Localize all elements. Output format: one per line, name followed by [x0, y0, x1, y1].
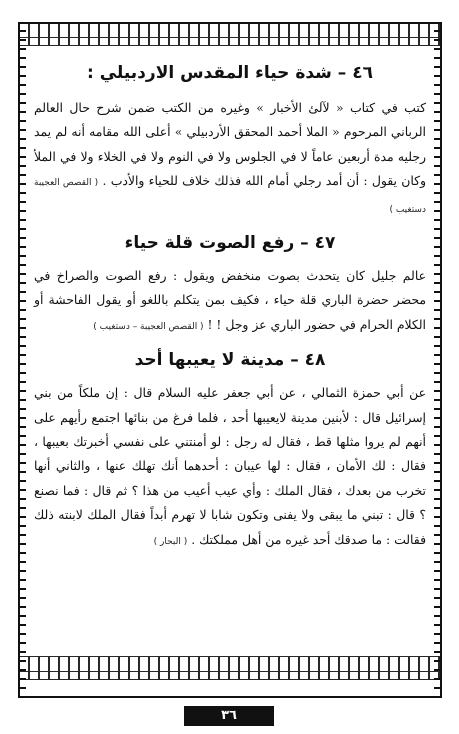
- section-source-47: ( القصص العجيبة – دستغيب ): [93, 321, 204, 332]
- section-title-46: ٤٦ – شدة حياء المقدس الاردبيلي :: [87, 63, 373, 83]
- section-body-48: [34, 381, 426, 554]
- page-number: ٣٦: [184, 706, 274, 726]
- border-right-ornament: [434, 22, 442, 698]
- border-top-ornament: [18, 22, 442, 46]
- section-body-47: [34, 264, 426, 339]
- section-text-46: كتب في كتاب « لآلئ الأخبار » وغيره من الكتب ضمن شرح حال العالم الرباني المرحوم « الملا أحمد المحقق الأردبيلي » أعلى الله مقامه أنه لم يمد رجليه مدة أربعين عاماً لا في الجلوس ولا في النوم ولا في الخلاء ولا في الملأ وكان يقول : أن أمد رجلي أمام الله فذلك خلاف للحياء والأدب .: [34, 100, 426, 189]
- section-title-47: ٤٧ – رفع الصوت قلة حياء: [124, 233, 336, 254]
- border-left-ornament: [18, 22, 26, 698]
- section-source-48: ( البحار ): [153, 536, 188, 547]
- section-text-48: عن أبي حمزة الثمالي ، عن أبي جعفر عليه السلام قال : إن ملكاً من بني إسرائيل قال : لأبنين مدينة لايعيبها أحد ، فلما فرغ من بنائها اجتمع رأيهم على أنهم لم يروا مثلها قط ، فقال له رجل : لو أمنتني على نفسي أخبرتك بعيبها ، فقال : لك الأمان ، فقال : لها عيبان : أحدهما أنك تهلك عنها ، والثاني أنها تخرب من بعدك ، فقال الملك : وأي عيب أعيب من هذا ؟ ثم قال : فما نصنع ؟ قال : تبني ما يبقى ولا يفنى وتكون شابا لا تهرم أبداً فقال الملك لابنته ذلك فقالت : ما صدقك أحد غيره من أهل مملكتك .: [34, 385, 426, 547]
- section-body-46: [34, 96, 426, 222]
- border-bottom-ornament: [18, 656, 442, 680]
- section-title-48: ٤٨ – مدينة لا يعيبها أحد: [134, 350, 326, 371]
- section-source-46: ( القصص العجيبة دستغيب ): [34, 178, 426, 215]
- section-text-47: عالم جليل كان يتحدث بصوت منخفض ويقول : رفع الصوت والصراخ في محضر حضرة الباري قلة حياء ، فكيف بمن يتكلم باللغو أو يقول الفاحشة أو الكلام الحرام في حضور الباري عز وجل ! !: [34, 268, 426, 332]
- page-content: [34, 60, 426, 554]
